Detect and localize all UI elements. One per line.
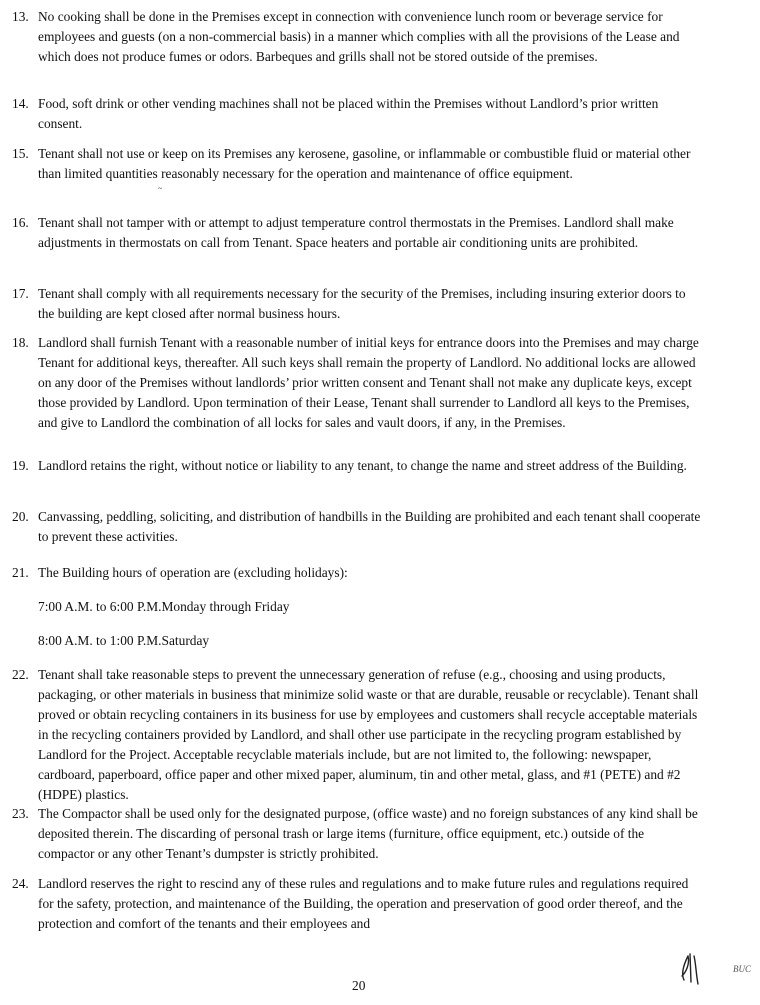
rule-number: 16. (12, 215, 29, 230)
rule-number: 17. (12, 286, 29, 301)
rule-text: Tenant shall take reasonable steps to prevent the unnecessary generation of refuse (e.g., choosing and using products, packaging, or other materials in business that minimize solid waste or that are durable, reusable or recyclable). Tenant shall proved or obtain recycling containers in its business for use by employees and customers shall recycle acceptable materials in the recycling containers provided by Landlord, and shall other use participate in the recycling program established by Landlord for the Project. Acceptable recyclable materials include, but are not limited to, the following: newspaper, cardboard, paperboard, office paper and other mixed paper, aluminum, tin and other metal, glass, and #1 (PETE) and #2 (HDPE) plastics. (38, 667, 699, 802)
handwritten-initials: BUC (733, 964, 751, 974)
page-number: 20 (352, 978, 366, 993)
rule-number: 19. (12, 458, 29, 473)
rule-number: 13. (12, 9, 29, 24)
rule-number: 20. (12, 509, 29, 524)
rule-number: 24. (12, 876, 29, 891)
rule-text: Landlord shall furnish Tenant with a reasonable number of initial keys for entrance doors into the Premises and may charge Tenant for additional keys, thereafter. All such keys shall remain the property of Landlord. No additional locks are allowed on any door of the Premises without landlords’ prior written consent and Tenant shall not make any duplicate keys, except those provided by Landlord. Upon termination of their Lease, Tenant shall surrender to Landlord all keys to the Premises, and give to Landlord the combination of all locks for sales and vault doors, if any, in the Premises. (38, 335, 699, 430)
rule-text: Tenant shall comply with all requirements necessary for the security of the Premises, including insuring exterior doors to the building are kept closed after normal business hours. (38, 286, 686, 321)
rule-text: The Building hours of operation are (excluding holidays): (38, 565, 348, 580)
rule-23 (12, 804, 702, 864)
rule-24 (12, 874, 702, 934)
rule-number: 23. (12, 806, 29, 821)
rule-number: 22. (12, 667, 29, 682)
rule-text: The Compactor shall be used only for the designated purpose, (office waste) and no foreign substances of any kind shall be deposited therein. The discarding of personal trash or large items (furniture, office equipment, etc.) outside of the compactor or any other Tenant’s dumpster is strictly prohibited. (38, 806, 698, 861)
rule-16 (12, 213, 702, 253)
rule-number: 21. (12, 565, 29, 580)
rule-20 (12, 507, 702, 547)
rule-number: 14. (12, 96, 29, 111)
rule-17 (12, 284, 702, 324)
rule-14 (12, 94, 702, 134)
stray-mark: ~ (158, 184, 163, 193)
rule-22 (12, 665, 702, 805)
rule-text: Tenant shall not tamper with or attempt to adjust temperature control thermostats in the Premises. Landlord shall make adjustments in thermostats on call from Tenant. Space heaters and portable air conditioning units are prohibited. (38, 215, 674, 250)
rule-text: Landlord retains the right, without notice or liability to any tenant, to change the name and street address of the Building. (38, 458, 687, 473)
rule-number: 15. (12, 146, 29, 161)
rule-text: Canvassing, peddling, soliciting, and distribution of handbills in the Building are prohibited and each tenant shall cooperate to prevent these activities. (38, 509, 701, 544)
rule-text: No cooking shall be done in the Premises except in connection with convenience lunch room or beverage service for employees and guests (on a non-commercial basis) in a manner which complies with all the provisions of the Lease and which does not produce fumes or odors. Barbeques and grills shall not be stored outside of the premises. (38, 9, 680, 64)
hours-saturday: 8:00 A.M. to 1:00 P.M.Saturday (38, 633, 210, 648)
rule-13 (12, 7, 702, 67)
rule-21 (12, 563, 702, 583)
rule-text: Tenant shall not use or keep on its Premises any kerosene, gasoline, or inflammable or combustible fluid or material other than limited quantities reasonably necessary for the operation and maintenance of office equipment. (38, 146, 691, 181)
hours-weekday: 7:00 A.M. to 6:00 P.M.Monday through Friday (38, 599, 290, 614)
rule-15 (12, 144, 702, 184)
rule-18 (12, 333, 702, 433)
rule-text: Food, soft drink or other vending machines shall not be placed within the Premises without Landlord’s prior written consent. (38, 96, 659, 131)
rule-19 (12, 456, 702, 476)
rule-text: Landlord reserves the right to rescind any of these rules and regulations and to make future rules and regulations required for the safety, protection, and maintenance of the Building, the operation and preservation of good order thereof, and the protection and comfort of the tenants and their employees and (38, 876, 689, 931)
signature-mark (676, 950, 704, 986)
rule-number: 18. (12, 335, 29, 350)
